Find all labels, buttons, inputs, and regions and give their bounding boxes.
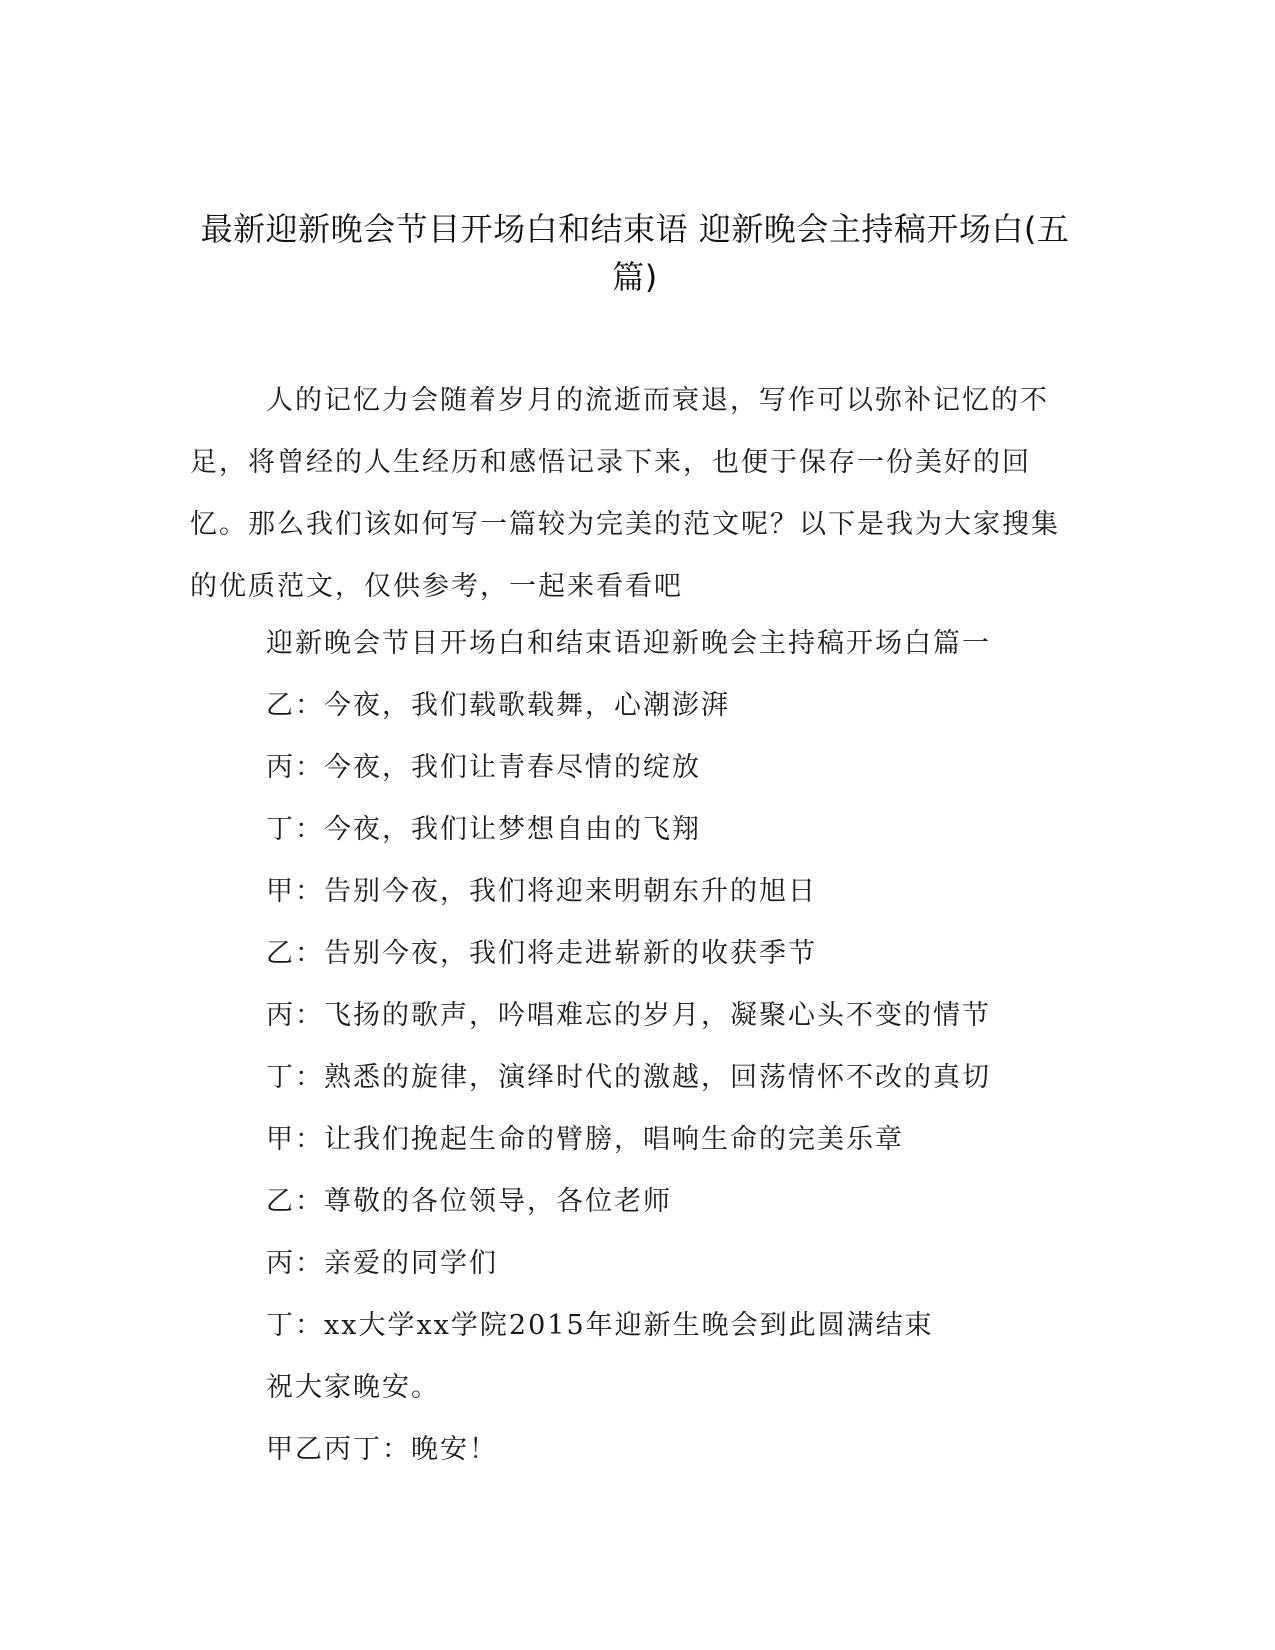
script-line: 乙：尊敬的各位领导，各位老师 [266, 1186, 672, 1217]
script-line: 丙：飞扬的歌声，吟唱难忘的岁月，凝聚心头不变的情节 [266, 1000, 991, 1031]
script-line: 祝大家晚安。 [266, 1372, 440, 1403]
script-line: 丁：xx大学xx学院2015年迎新生晚会到此圆满结束 [266, 1310, 934, 1341]
script-line: 甲：让我们挽起生命的臂膀，唱响生命的完美乐章 [266, 1124, 904, 1155]
script-line: 乙：告别今夜，我们将走进崭新的收获季节 [266, 938, 817, 969]
script-line: 丁：今夜，我们让梦想自由的飞翔 [266, 814, 701, 845]
script-line: 甲乙丙丁：晚安！ [266, 1434, 498, 1465]
intro-paragraph: 人的记忆力会随着岁月的流逝而衰退，写作可以弥补记忆的不足，将曾经的人生经历和感悟记录下来，也便于保存一份美好的回忆。那么我们该如何写一篇较为完美的范文呢？以下是我为大家搜集的优质范文，仅供参考，一起来看看吧 [190, 385, 1060, 602]
script-line: 乙：今夜，我们载歌载舞，心潮澎湃 [266, 690, 730, 721]
script-line: 丁：熟悉的旋律，演绎时代的激越，回荡情怀不改的真切 [266, 1062, 991, 1093]
script-line: 丙：亲爱的同学们 [266, 1248, 498, 1279]
script-lines [266, 613, 1086, 1481]
script-line: 甲：告别今夜，我们将迎来明朝东升的旭日 [266, 876, 817, 907]
document-title: 最新迎新晚会节目开场白和结束语 迎新晚会主持稿开场白(五篇) [200, 210, 1070, 296]
script-line: 丙：今夜，我们让青春尽情的绽放 [266, 752, 701, 783]
section-heading: 迎新晚会节目开场白和结束语迎新晚会主持稿开场白篇一 [266, 628, 991, 659]
